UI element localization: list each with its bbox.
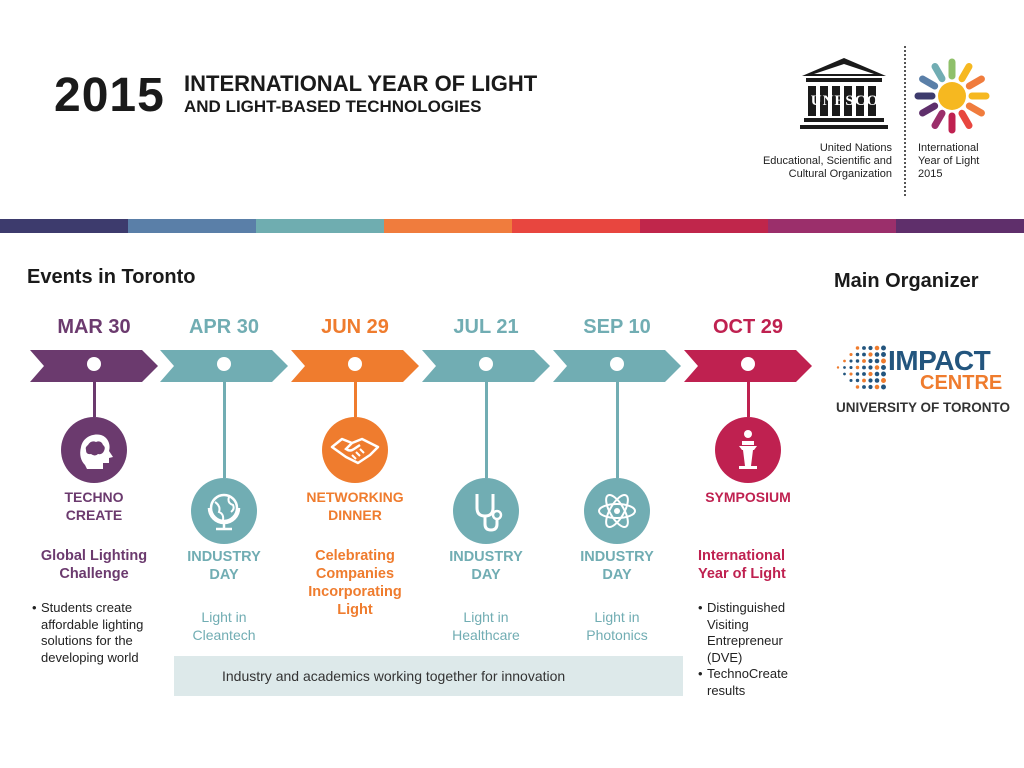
event-subtitle-line: Light bbox=[337, 602, 373, 618]
banner-year: 2015 bbox=[54, 69, 165, 122]
event-icon-circle bbox=[584, 478, 650, 544]
event-date: OCT 29 bbox=[712, 316, 784, 338]
event-name-line: SYMPOSIUM bbox=[705, 489, 791, 505]
timeline-connector bbox=[354, 370, 357, 417]
event-icon-circle bbox=[322, 417, 388, 483]
unesco-caption-line: Cultural Organization bbox=[788, 168, 892, 180]
event-name bbox=[29, 488, 159, 524]
event-name-line: CREATE bbox=[65, 507, 123, 523]
event-subtitle bbox=[421, 548, 551, 584]
event-bullets bbox=[32, 600, 170, 666]
event-subtitle-line: INDUSTRY bbox=[187, 549, 261, 565]
iyl-caption-line: Year of Light bbox=[918, 155, 980, 167]
centre-wordmark: CENTRE bbox=[920, 372, 1003, 394]
section-title: Events in Toronto bbox=[27, 266, 196, 288]
banner-title-line2: AND LIGHT-BASED TECHNOLOGIES bbox=[184, 97, 482, 116]
iyl-caption-line: 2015 bbox=[918, 168, 943, 180]
event-detail-line: Light in bbox=[463, 609, 509, 625]
event-subtitle bbox=[290, 547, 420, 619]
timeline-connector bbox=[616, 370, 619, 478]
event-subtitle-line: Challenge bbox=[59, 566, 129, 582]
event-subtitle-line: DAY bbox=[209, 567, 239, 583]
event-subtitle bbox=[29, 547, 159, 583]
event-subtitle-line: International bbox=[698, 548, 786, 564]
event-icon-circle bbox=[61, 417, 127, 483]
timeline-node bbox=[348, 357, 362, 371]
event-name-line: NETWORKING bbox=[306, 489, 404, 505]
timeline-node bbox=[87, 357, 101, 371]
event-name bbox=[683, 488, 813, 506]
impact-wordmark: IMPACT bbox=[888, 345, 991, 376]
event-detail bbox=[552, 608, 682, 644]
timeline-connector bbox=[485, 370, 488, 478]
event-subtitle bbox=[552, 548, 682, 584]
event-subtitle-line: DAY bbox=[602, 567, 632, 583]
timeline-node bbox=[217, 357, 231, 371]
event-detail-line: Cleantech bbox=[192, 627, 256, 643]
event-date: JUL 21 bbox=[453, 316, 519, 338]
university-of-toronto-label: UNIVERSITY OF TORONTO bbox=[836, 400, 1011, 415]
iyl-caption-line: International bbox=[918, 142, 979, 154]
event-bullets bbox=[698, 600, 810, 699]
event-detail-line: Light in bbox=[594, 609, 640, 625]
event-subtitle-line: INDUSTRY bbox=[449, 549, 523, 565]
svg-text:UNESCO: UNESCO bbox=[810, 93, 880, 109]
event-date: SEP 10 bbox=[583, 316, 651, 338]
organizer-title: Main Organizer bbox=[834, 270, 979, 292]
unesco-caption-line: United Nations bbox=[819, 142, 892, 154]
timeline-connector bbox=[93, 370, 96, 417]
event-icon-circle bbox=[191, 478, 257, 544]
event-detail-line: Photonics bbox=[586, 627, 648, 643]
event-detail bbox=[421, 608, 551, 644]
timeline-connector bbox=[223, 370, 226, 478]
timeline-node bbox=[479, 357, 493, 371]
event-name bbox=[290, 488, 420, 524]
impact-centre-dots-logo bbox=[834, 344, 890, 394]
event-subtitle-line: Companies bbox=[315, 566, 395, 582]
event-icon-circle bbox=[715, 417, 781, 483]
event-detail-line: Healthcare bbox=[452, 627, 520, 643]
unesco-caption-line: Educational, Scientific and bbox=[762, 155, 892, 167]
event-name-line: DINNER bbox=[328, 507, 382, 523]
banner-title-line1: INTERNATIONAL YEAR OF LIGHT bbox=[184, 71, 538, 96]
event-subtitle-line: Year of Light bbox=[698, 566, 786, 582]
event-subtitle-line: Celebrating bbox=[315, 548, 395, 564]
footer-text: Industry and academics working together for innovation bbox=[222, 668, 566, 684]
event-subtitle-line: Incorporating bbox=[308, 584, 402, 600]
event-date: APR 30 bbox=[188, 316, 260, 338]
bullet-item: • Distinguished Visiting Entrepreneur (DVE) bbox=[698, 600, 810, 666]
timeline-connector bbox=[747, 370, 750, 417]
event-name-line: TECHNO bbox=[64, 489, 124, 505]
timeline-node bbox=[610, 357, 624, 371]
bullet-item: • Students create affordable lighting solutions for the developing world bbox=[32, 600, 170, 666]
event-detail bbox=[159, 608, 289, 644]
event-subtitle bbox=[698, 547, 828, 583]
event-subtitle-line: DAY bbox=[471, 567, 501, 583]
bullet-item: • TechnoCreate results bbox=[698, 666, 810, 699]
event-subtitle-line: Global Lighting bbox=[40, 548, 148, 564]
event-subtitle bbox=[159, 548, 289, 584]
event-icon-circle bbox=[453, 478, 519, 544]
event-date: MAR 30 bbox=[57, 316, 131, 338]
event-subtitle-line: INDUSTRY bbox=[580, 549, 654, 565]
event-detail-line: Light in bbox=[201, 609, 247, 625]
event-date: JUN 29 bbox=[321, 316, 389, 338]
timeline-node bbox=[741, 357, 755, 371]
